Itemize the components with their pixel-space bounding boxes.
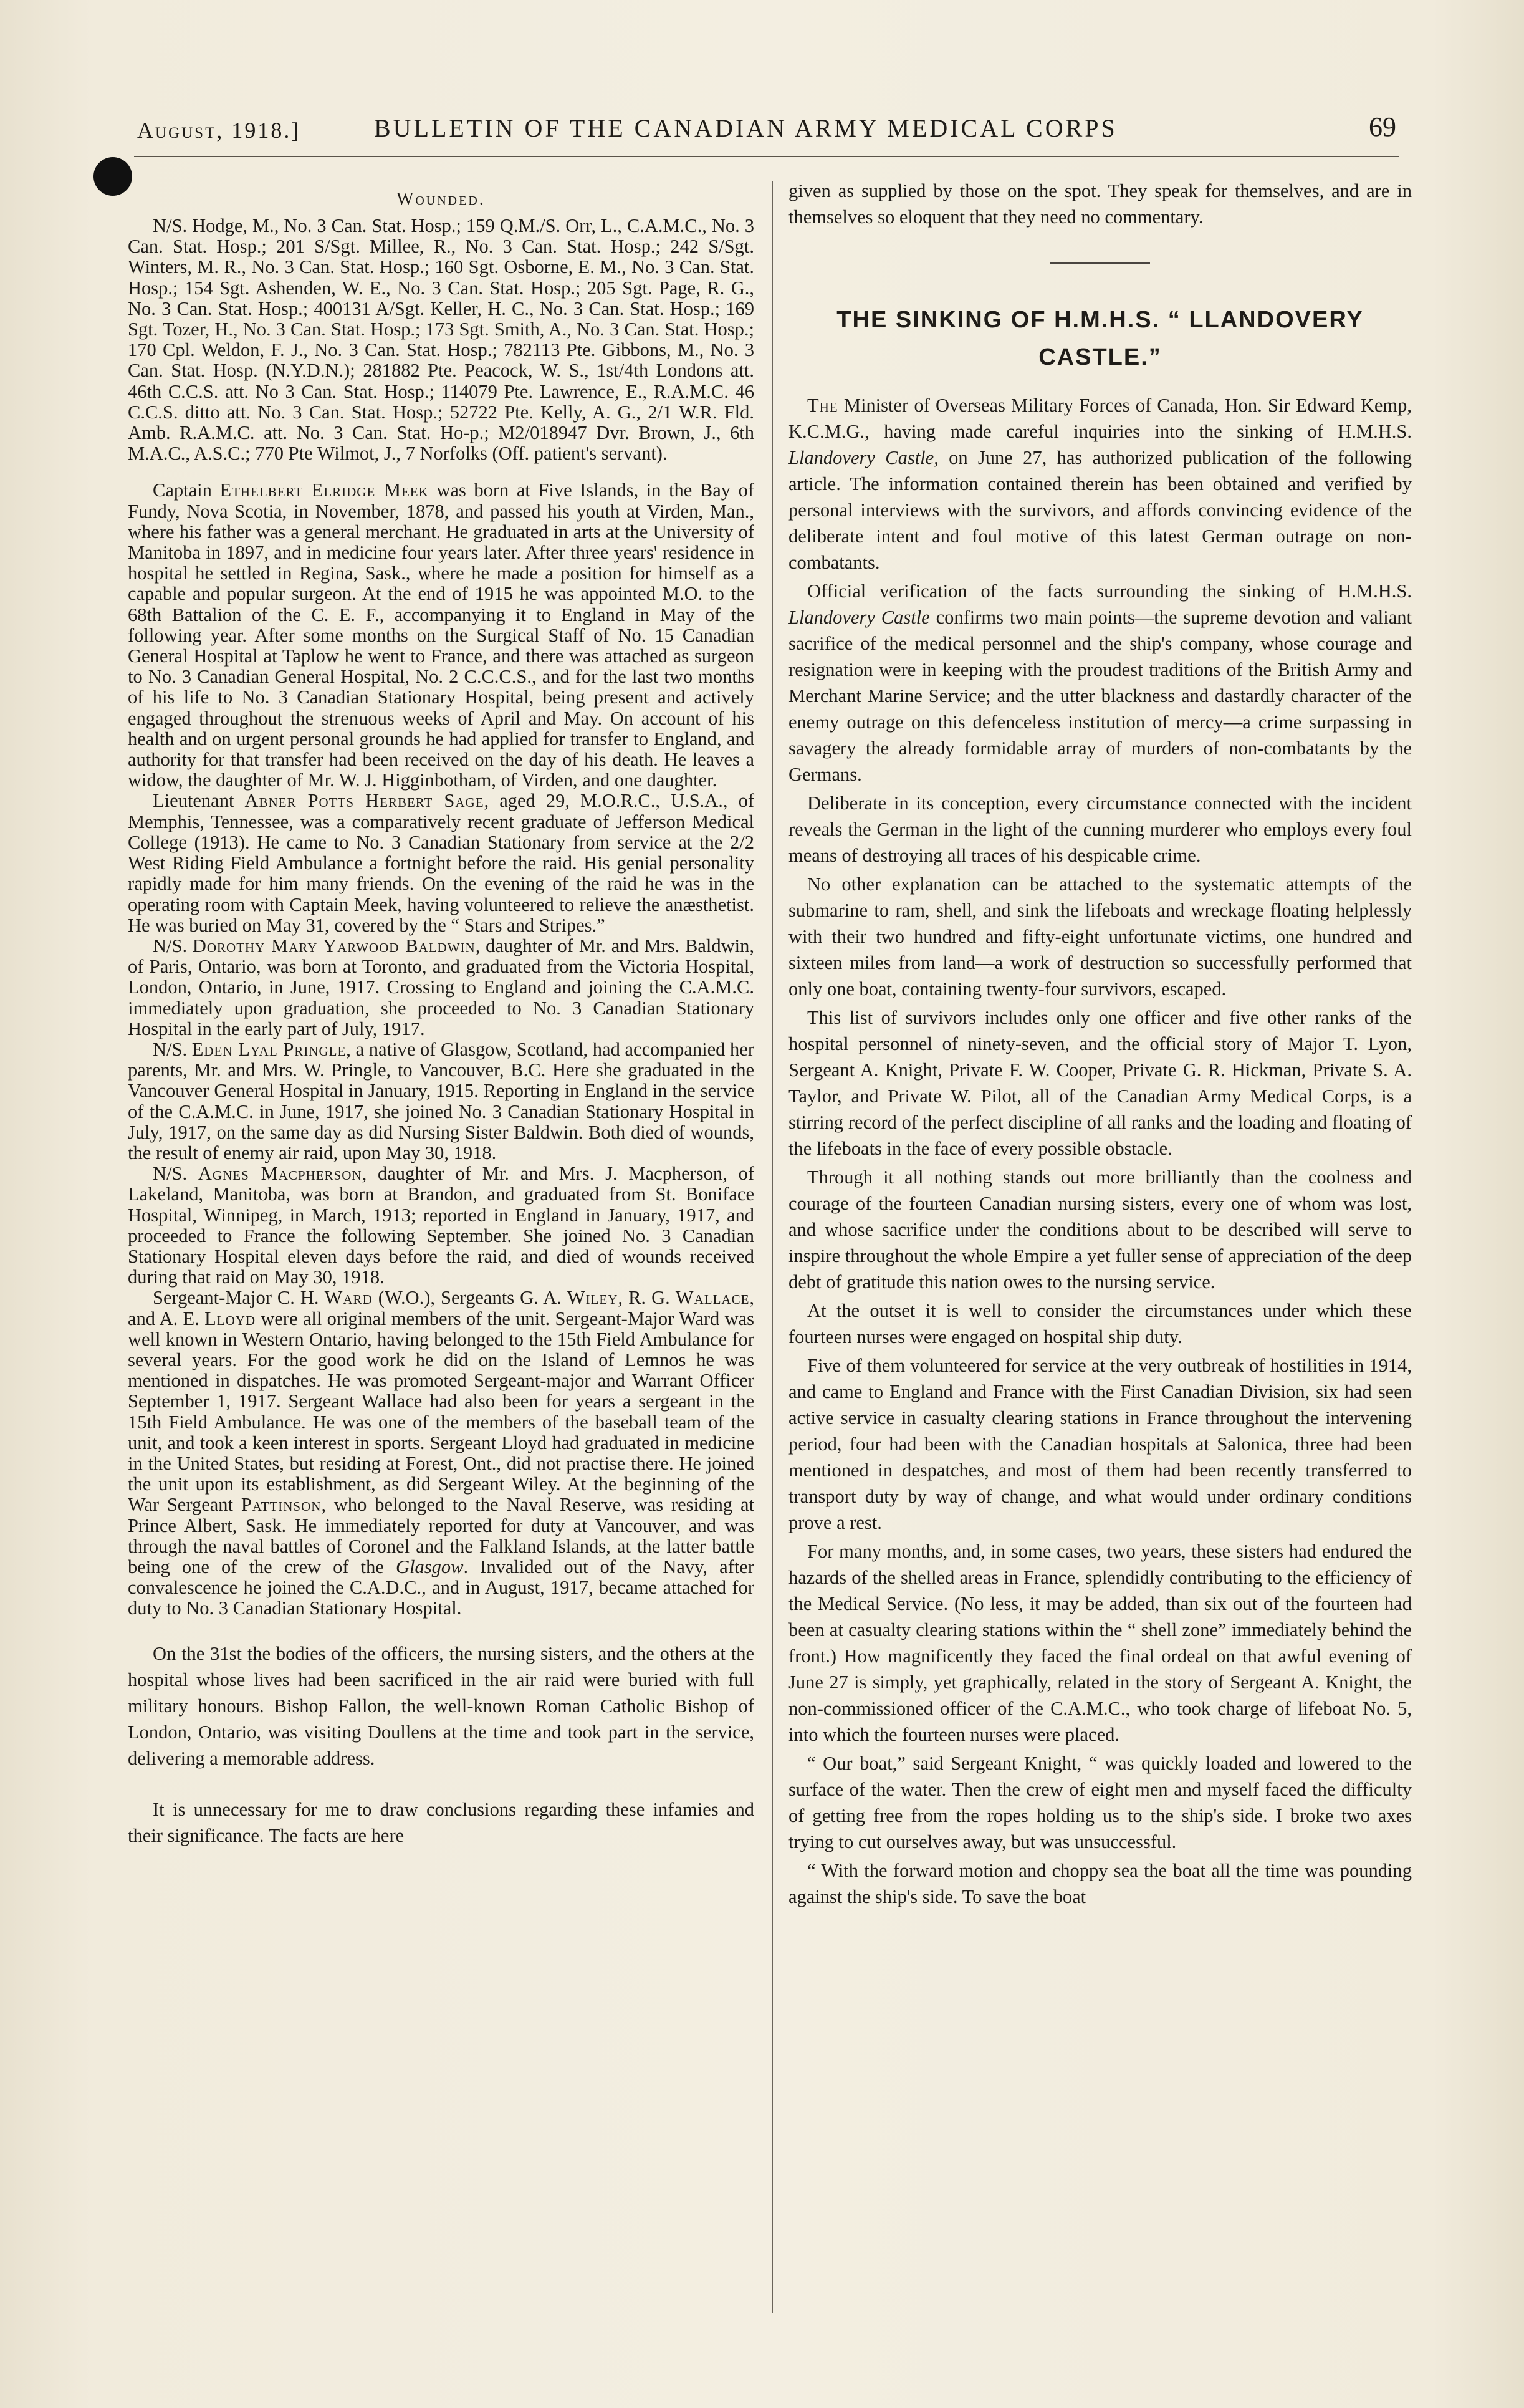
bulletin-title: BULLETIN OF THE CANADIAN ARMY MEDICAL CORPS bbox=[374, 114, 1118, 142]
obituaries bbox=[128, 480, 754, 1619]
wounded-heading: Wounded. bbox=[396, 189, 486, 209]
page-number: 69 bbox=[1369, 112, 1396, 142]
burial-paragraph: On the 31st the bodies of the officers, the nursing sisters, and the others at the hospital whose lives had been sacrificed in the air raid were buried with full military honours. Bishop Fallon, the well-known Roman Catholic Bishop of London, Ontario, was visiting Doullens at the time and took part in the service, delivering a memorable address. bbox=[128, 1642, 754, 1769]
wounded-list-text: N/S. Hodge, M., No. 3 Can. Stat. Hosp.; 159 Q.M./S. Orr, L., C.A.M.C., No. 3 Can. Stat. Hosp.; 201 S/Sgt. Millee, R., No. 3 Can. Stat. Hosp.; 242 S/Sgt. Winters, M. R., No. 3 Can. Stat. Hosp.; 160 Sgt. Osborne, E. M., No. 3 Can. Stat. Hosp.; 154 Sgt. Ashenden, W. E., No. 3 Can. Stat. Hosp.; 205 Sgt. Page, R. G., No. 3 Can. Stat. Hosp.; 400131 A/Sgt. Keller, H. C., No. 3 Can. Stat. Hosp.; 169 Sgt. Tozer, H., No. 3 Can. Stat. Hosp.; 173 Sgt. Smith, A., No. 3 Can. Stat. Hosp.; 170 Cpl. Weldon, F. J., No. 3 Can. Stat. Hosp.; 782113 Pte. Gibbons, M., No. 3 Can. Stat. Hosp. (N.Y.D.N.); 281882 Pte. Peacock, W. S., 1st/4th Londons att. 46th C.C.S. att. No 3 Can. Stat. Hosp.; 114079 Pte. Lawrence, E., R.A.M.C. 46 C.C.S. ditto att. No. 3 Can. Stat. Hosp.; 52722 Pte. Kelly, A. G., 2/1 W.R. Fld. Amb. R.A.M.C. att. No. 3 Can. Stat. Ho-p.; M2/018947 Dvr. Brown, J., 6th M.A.C., A.S.C.; 770 Pte Wilmot, J., 7 Norfolks (Off. patient's servant). bbox=[128, 215, 754, 465]
conclusion-paragraph: It is unnecessary for me to draw conclusions regarding these infamies and their significance. The facts are here bbox=[128, 1798, 754, 1846]
obituary-baldwin: N/S. Dorothy Mary Yarwood Baldwin, daughter of Mr. and Mrs. Baldwin, of Paris, Ontario, was born at Toronto, and graduated from the Victoria Hospital, London, Ontario, in June, 1917. Crossing to England and joining the C.A.M.C. immediately upon graduation, she proceeded to No. 3 Canadian Stationary Hospital in the early part of July, 1917. bbox=[128, 935, 755, 1039]
article-paragraph-5: This list of survivors includes only one officer and five other ranks of the hospital personnel of ninety-seven, and the official story of Major T. Lyon, Sergeant A. Knight, Private F. W. Cooper, Private G. R. Hickman, Private S. A. Taylor, and Private W. Pilot, all of the Canadian Army Medical Corps, is a stirring record of the perfect discipline of all ranks and the loading and floating of the lifeboats in the face of every possible obstacle. bbox=[788, 1007, 1412, 1159]
right-column bbox=[788, 178, 1412, 1912]
article-paragraph-1: The Minister of Overseas Military Forces of Canada, Hon. Sir Edward Kemp, K.C.M.G., having made careful inquiries into the sinking of H.M.H.S. Llandovery Castle, on June 27, has authorized publication of the following article. The information contained therein has been obtained and verified by personal interviews with the survivors, and affords convincing evidence of the deliberate intent and foul motive of this latest German outrage on non-combatants. bbox=[788, 395, 1412, 573]
running-head bbox=[137, 111, 1396, 155]
article-paragraph-10: “ Our boat,” said Sergeant Knight, “ was quickly loaded and lowered to the surface of the water. Then the crew of eight men and myself faced the difficulty of getting free from the ropes holding us to the ship's side. I broke two axes trying to cut ourselves away, but was unsuccessful. bbox=[788, 1753, 1412, 1852]
article-paragraph-7: At the outset it is well to consider the circumstances under which these fourteen nurses were engaged on hospital ship duty. bbox=[788, 1300, 1412, 1347]
column-divider bbox=[772, 181, 773, 2313]
article-paragraph-3: Deliberate in its conception, every circumstance connected with the incident reveals the German in the light of the cunning murderer who employs every foul means of destroying all traces of his despicable crime. bbox=[788, 792, 1412, 866]
obituary-sage: Lieutenant Abner Potts Herbert Sage, aged 29, M.O.R.C., U.S.A., of Memphis, Tennessee, was a comparatively recent graduate of Jefferson Medical College (1913). He came to No. 3 Canadian Stationary from service at the 2/2 West Riding Field Ambulance a fortnight before the raid. His genial personality rapidly made for him many friends. On the evening of the raid he was in the operating room with Captain Meek, having volunteered to relieve the anæsthetist. He was buried on May 31, covered by the “ Stars and Stripes.” bbox=[128, 790, 754, 936]
article-body bbox=[788, 392, 1412, 1910]
binder-punch-hole bbox=[93, 157, 132, 196]
continuation-paragraph: given as supplied by those on the spot. They speak for themselves, and are in themselves so eloquent that they need no commentary. bbox=[788, 180, 1412, 228]
article-paragraph-2: Official verification of the facts surrounding the sinking of H.M.H.S. Llandovery Castle confirms two main points—the supreme devotion and valiant sacrifice of the medical personnel and the ship's company, whose courage and resignation were in keeping with the proudest traditions of the British Army and Merchant Marine Service; and the utter blackness and dastardly character of the enemy outrage on this defenceless institution of mercy—a crime surpassing in savagery the already formidable array of murders of non-combatants by the Germans. bbox=[788, 580, 1412, 785]
article-paragraph-8: Five of them volunteered for service at the very outbreak of hostilities in 1914, and came to England and France with the First Canadian Division, six had seen active service in casualty clearing stations in France throughout the intervening period, four had been with the Canadian hospitals at Salonica, three had been mentioned in despatches, and most of them had been recently transferred to transport duty by way of change, and what would under ordinary conditions prove a rest. bbox=[788, 1355, 1412, 1533]
article-title-line2: CASTLE.” bbox=[1038, 344, 1162, 370]
left-column bbox=[128, 178, 754, 1849]
article-paragraph-11: “ With the forward motion and choppy sea the boat all the time was pounding against the ship's side. To save the boat bbox=[788, 1860, 1412, 1907]
burial-section bbox=[128, 1640, 754, 1849]
wounded-list bbox=[128, 216, 754, 464]
article-paragraph-4: No other explanation can be attached to the systematic attempts of the submarine to ram, shell, and sink the lifeboats and wreckage floating helplessly with their two hundred and fifty-eight unfortunate victims, one hundred and sixteen miles from land—a work of destruction so successfully performed that only one boat, containing twenty-four survivors, escaped. bbox=[788, 874, 1412, 999]
article-paragraph-9: For many months, and, in some cases, two years, these sisters had endured the hazards of the shelled areas in France, splendidly contributing to the efficiency of the Medical Service. (No less, it may be added, than six out of the fourteen had been at casualty clearing stations within the “ shell zone” immediately behind the front.) How magnificently they faced the final ordeal on that awful evening of June 27 is simply, yet graphically, related in the story of Sergeant A. Knight, the non-commissioned officer of the C.A.M.C., who took charge of lifeboat No. 5, into which the fourteen nurses were placed. bbox=[788, 1541, 1412, 1745]
obituary-macpherson: N/S. Agnes Macpherson, daughter of Mr. and Mrs. J. Macpherson, of Lakeland, Manitoba, was born at Brandon, and graduated from St. Boniface Hospital, Winnipeg, in March, 1913; reported in England in January, 1917, and proceeded to France the following September. She joined No. 3 Canadian Stationary Hospital eleven days before the raid, and died of wounds received during that raid on May 30, 1918. bbox=[128, 1163, 755, 1288]
obituary-sergeants: Sergeant-Major C. H. Ward (W.O.), Sergeants G. A. Wiley, R. G. Wallace, and A. E. Lloyd were all original members of the unit. Sergeant-Major Ward was well known in Western Ontario, having belonged to the 15th Field Ambulance for several years. For the good work he did on the Island of Lemnos he was mentioned in dispatches. He was promoted Sergeant-major and Warrant Officer September 1, 1917. Sergeant Wallace had also been for years a sergeant in the 15th Field Ambulance. He was one of the members of the baseball team of the unit, and took a keen interest in sports. Sergeant Lloyd had graduated in medicine in the United States, but residing at Forest, Ont., did not practise there. He joined the unit upon its establishment, as did Sergeant Wiley. At the beginning of the War Sergeant Pattinson, who belonged to the Naval Reserve, was residing at Prince Albert, Sask. He immediately reported for duty at Vancouver, and was through the naval battles of Coronel and the Falkland Islands, at the latter battle being one of the crew of the Glasgow. Invalided out of the Navy, after convalescence he joined the C.A.D.C., and in August, 1917, became attached for duty to No. 3 Canadian Stationary Hospital. bbox=[128, 1287, 755, 1619]
article-paragraph-6: Through it all nothing stands out more brilliantly than the coolness and courage of the fourteen Canadian nursing sisters, every one of whom was lost, and whose sacrifice under the conditions about to be described will serve to inspire throughout the whole Empire a yet fuller sense of appreciation of the deep debt of gratitude this nation owes to the nursing service. bbox=[788, 1167, 1412, 1293]
obituary-pringle: N/S. Eden Lyal Pringle, a native of Glasgow, Scotland, had accompanied her parents, Mr. and Mrs. W. Pringle, to Vancouver, B.C. Here she graduated in the Vancouver General Hospital in January, 1915. Reporting in England in the service of the C.A.M.C. in June, 1917, she joined No. 3 Canadian Stationary Hospital in July, 1917, on the same day as did Nursing Sister Baldwin. Both died of wounds, the result of enemy air raid, upon May 30, 1918. bbox=[128, 1038, 754, 1163]
article-title bbox=[788, 301, 1412, 376]
obituary-meek: Captain Ethelbert Elridge Meek was born at Five Islands, in the Bay of Fundy, Nova Scotia, in November, 1878, and passed his youth at Virden, Man., where his father was a general merchant. He graduated in arts at the University of Manitoba in 1897, and in medicine four years later. After three years' residence in hospital he settled in Regina, Sask., where he made a position for himself as a capable and popular surgeon. At the end of 1915 he was appointed M.O. to the 68th Battalion of the C. E. F., accompanying it to England in May of the following year. After some months on the Surgical Staff of No. 15 Canadian General Hospital at Taplow he went to France, and there was attached as surgeon to No. 3 Canadian General Hospital, No. 2 C.C.C.S., and for the last two months of his life to No. 3 Canadian Stationary Hospital, being present and actively engaged throughout the strenuous weeks of April and May. On account of his health and on urgent personal grounds he had applied for transfer to England, and authority for that transfer had been received on the day of his death. He leaves a widow, the daughter of Mr. W. J. Higginbotham, of Virden, and one daughter. bbox=[128, 479, 754, 791]
section-rule bbox=[1050, 262, 1150, 264]
issue-date: August, 1918.] bbox=[137, 118, 301, 143]
continuation-text bbox=[788, 178, 1412, 230]
article-title-line1: THE SINKING OF H.M.H.S. “ LLANDOVERY bbox=[836, 307, 1364, 333]
header-rule bbox=[134, 156, 1399, 157]
